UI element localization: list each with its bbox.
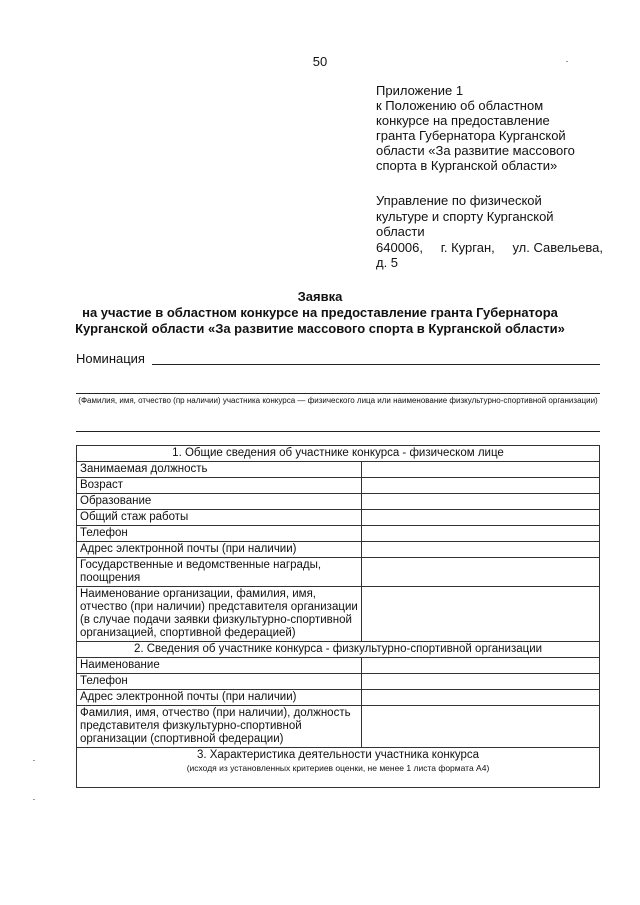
title-line: Курганской области «За развитие массового спорта в Курганской области» [75,321,565,336]
address-city: г. Курган, [440,239,495,255]
address-house: д. 5 [376,255,399,270]
row-value-cell[interactable] [362,690,600,706]
table-row [77,690,600,706]
section2-header: 2. Сведения об участнике конкурса - физкультурно-спортивной организации [77,642,600,658]
participant-name-caption: (Фамилия, имя, отчество (пр наличии) участника конкурса — физического лица или наименование физкультурно-спортивной организации) [78,396,598,405]
row-label: Телефон [77,674,362,690]
scan-speck [33,760,35,761]
recipient-line: области [376,224,425,239]
appendix-line: гранта Губернатора Курганской [376,128,566,143]
address-postcode: 640006, [376,239,423,255]
section3-header[interactable] [77,748,600,788]
nomination-label: Номинация [76,351,145,366]
table-row [77,478,600,494]
row-value-cell[interactable] [362,674,600,690]
row-label: Наименование организации, фамилия, имя, отчество (при наличии) представителя организации (в случае подачи заявки физкультурно-спортивной организацией, спортивной федерацией) [77,587,362,642]
nomination-field[interactable] [152,364,600,365]
table-row [77,462,600,478]
participant-name-field-2[interactable] [76,431,600,432]
row-label: Государственные и ведомственные награды, поощрения [77,558,362,587]
title-line: Заявка [297,289,343,304]
table-row [77,510,600,526]
appendix-line: конкурсе на предоставление [376,113,550,128]
appendix-line: Приложение 1 [376,83,464,98]
row-value-cell[interactable] [362,478,600,494]
section3-title: 3. Характеристика деятельности участника конкурса [196,749,480,761]
title-line: на участие в областном конкурсе на предоставление гранта Губернатора [82,305,558,320]
row-value-cell[interactable] [362,542,600,558]
section-header-row [77,642,600,658]
appendix-reference [376,83,616,173]
recipient-line: культуре и спорту Курганской [376,208,554,224]
appendix-line: области «За развитие массового [376,143,575,158]
row-label: Занимаемая должность [77,462,362,478]
table-row [77,526,600,542]
row-label: Адрес электронной почты (при наличии) [77,690,362,706]
recipient-address [376,240,603,256]
appendix-line: к Положению об областном [376,98,544,113]
recipient-line: Управление по физической [376,193,542,208]
appendix-line: спорта в Курганской области» [376,158,558,173]
row-value-cell[interactable] [362,558,600,587]
table-row [77,674,600,690]
row-label: Телефон [77,526,362,542]
table-row [77,587,600,642]
row-label: Образование [77,494,362,510]
table-row [77,542,600,558]
table-row [77,706,600,748]
row-value-cell[interactable] [362,462,600,478]
table-row [77,658,600,674]
section1-header: 1. Общие сведения об участнике конкурса - физическом лице [77,446,600,462]
row-value-cell[interactable] [362,526,600,542]
row-value-cell[interactable] [362,658,600,674]
section-header-row [77,748,600,788]
application-table [76,445,600,788]
recipient-block [376,193,616,271]
scan-speck [33,799,35,800]
row-label: Возраст [77,478,362,494]
row-value-cell[interactable] [362,510,600,526]
section-header-row [77,446,600,462]
row-label: Фамилия, имя, отчество (при наличии), должность представителя физкультурно-спортивной организации (спортивной федерации) [77,706,362,748]
row-label: Наименование [77,658,362,674]
row-value-cell[interactable] [362,494,600,510]
row-value-cell[interactable] [362,706,600,748]
row-value-cell[interactable] [362,587,600,642]
document-title [0,289,640,337]
row-label: Адрес электронной почты (при наличии) [77,542,362,558]
page-number: 50 [312,54,328,69]
scan-speck [566,61,568,62]
table-row [77,494,600,510]
address-street: ул. Савельева, [512,239,603,255]
row-label: Общий стаж работы [77,510,362,526]
table-row [77,558,600,587]
participant-name-field[interactable] [76,393,600,394]
section3-note: (исходя из установленных критериев оценки, не менее 1 листа формата А4) [186,763,490,773]
